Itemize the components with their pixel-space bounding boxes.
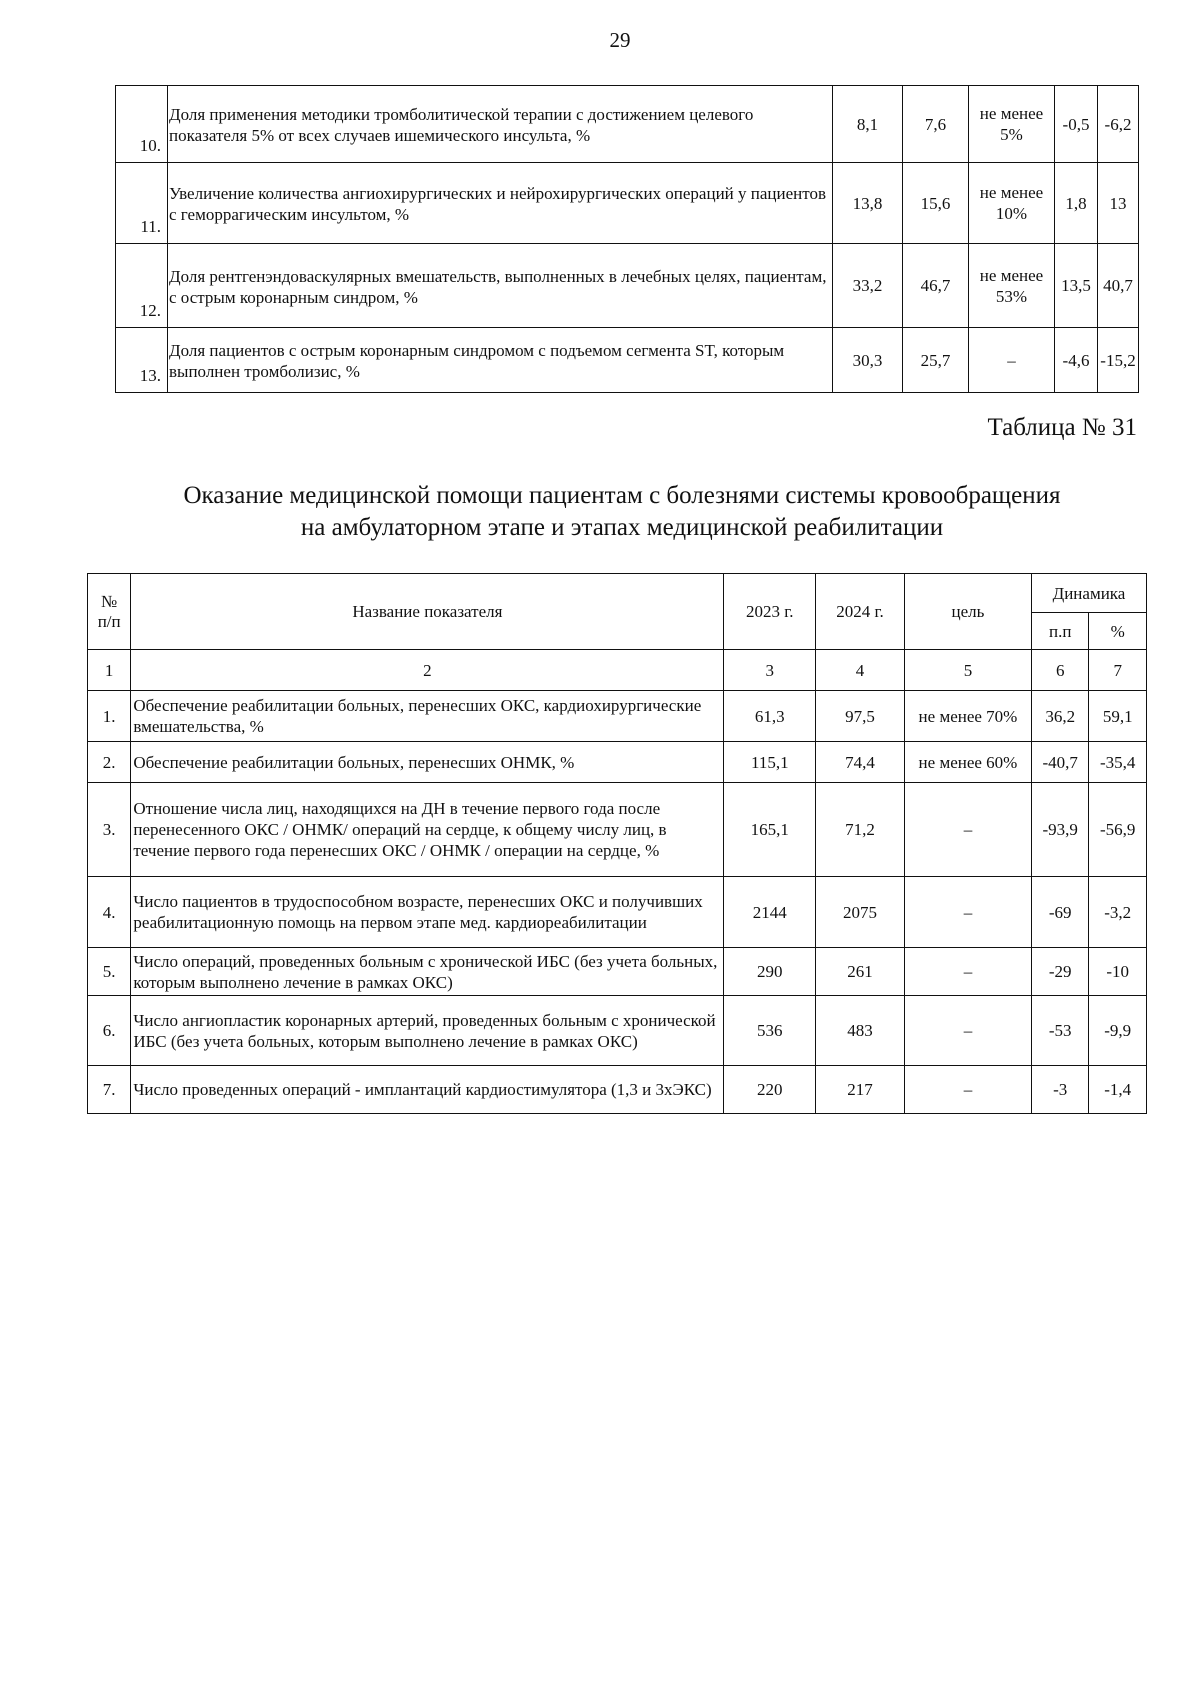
- col-number: 2: [131, 650, 724, 691]
- target-goal: не менее 10%: [969, 163, 1055, 244]
- row-number: 11.: [116, 163, 168, 244]
- target-goal: –: [904, 783, 1031, 877]
- indicator-name: Число пациентов в трудоспособном возрасте, перенесших ОКС и получивших реабилитационную помощь на первом этапе мед. кардиореабилитации: [131, 877, 724, 948]
- header-2023: 2023 г.: [724, 574, 816, 650]
- col-number: 3: [724, 650, 816, 691]
- indicator-name: Число операций, проведенных больным с хронической ИБС (без учета больных, которым выполнено лечение в рамках ОКС): [131, 948, 724, 996]
- target-goal: –: [969, 328, 1055, 393]
- row-number: 6.: [88, 996, 131, 1066]
- dynamics-percent: 13: [1098, 163, 1139, 244]
- value-2024: 483: [816, 996, 905, 1066]
- col-number: 1: [88, 650, 131, 691]
- target-goal: не менее 70%: [904, 691, 1031, 742]
- target-goal: –: [904, 948, 1031, 996]
- value-2024: 15,6: [903, 163, 969, 244]
- table-row: [88, 1066, 1147, 1114]
- indicator-name: Число ангиопластик коронарных артерий, проведенных больным с хронической ИБС (без учета больных, которым выполнено лечение в рамках ОКС): [131, 996, 724, 1066]
- indicator-name: Доля рентгенэндоваскулярных вмешательств, выполненных в лечебных целях, пациентам, с острым коронарным синдром, %: [168, 244, 833, 328]
- value-2024: 2075: [816, 877, 905, 948]
- dynamics-percent: -3,2: [1089, 877, 1147, 948]
- row-number: 3.: [88, 783, 131, 877]
- indicator-name: Увеличение количества ангиохирургических и нейрохирургических операций у пациентов с геморрагическим инсультом, %: [168, 163, 833, 244]
- table-row: [116, 244, 1139, 328]
- value-2024: 46,7: [903, 244, 969, 328]
- value-2024: 71,2: [816, 783, 905, 877]
- indicator-name: Обеспечение реабилитации больных, перенесших ОНМК, %: [131, 742, 724, 783]
- dynamics-percent: -56,9: [1089, 783, 1147, 877]
- dynamics-pp: -4,6: [1055, 328, 1098, 393]
- dynamics-pp: -29: [1031, 948, 1088, 996]
- row-number: 12.: [116, 244, 168, 328]
- dynamics-pp: -40,7: [1031, 742, 1088, 783]
- dynamics-pp: -93,9: [1031, 783, 1088, 877]
- value-2023: 8,1: [833, 86, 903, 163]
- table-title-line-1: Оказание медицинской помощи пациентам с болезнями системы кровообращения: [183, 482, 1061, 509]
- header-2024: 2024 г.: [816, 574, 905, 650]
- indicator-name: Доля применения методики тромболитической терапии с достижением целевого показателя 5% от всех случаев ишемического инсульта, %: [168, 86, 833, 163]
- dynamics-percent: -10: [1089, 948, 1147, 996]
- value-2024: 217: [816, 1066, 905, 1114]
- target-goal: не менее 5%: [969, 86, 1055, 163]
- target-goal: не менее 60%: [904, 742, 1031, 783]
- dynamics-pp: -3: [1031, 1066, 1088, 1114]
- header-name: Название показателя: [131, 574, 724, 650]
- header-pp: п.п: [1031, 613, 1088, 650]
- row-number: 13.: [116, 328, 168, 393]
- value-2024: 97,5: [816, 691, 905, 742]
- value-2024: 261: [816, 948, 905, 996]
- table-row: [88, 948, 1147, 996]
- row-number: 1.: [88, 691, 131, 742]
- value-2023: 165,1: [724, 783, 816, 877]
- column-numbers-row: [88, 650, 1147, 691]
- dynamics-pp: 1,8: [1055, 163, 1098, 244]
- table-title-line-2: на амбулаторном этапе и этапах медицинской реабилитации: [300, 514, 944, 541]
- table-row: [88, 783, 1147, 877]
- value-2023: 30,3: [833, 328, 903, 393]
- dynamics-percent: -6,2: [1098, 86, 1139, 163]
- table-row: [88, 691, 1147, 742]
- value-2023: 536: [724, 996, 816, 1066]
- dynamics-percent: 40,7: [1098, 244, 1139, 328]
- table-title: [100, 480, 1144, 544]
- dynamics-percent: -1,4: [1089, 1066, 1147, 1114]
- table-row: [88, 742, 1147, 783]
- value-2023: 33,2: [833, 244, 903, 328]
- header-dynamics: Динамика: [1031, 574, 1146, 613]
- dynamics-pp: -69: [1031, 877, 1088, 948]
- dynamics-pp: 13,5: [1055, 244, 1098, 328]
- value-2023: 290: [724, 948, 816, 996]
- header-goal: цель: [904, 574, 1031, 650]
- indicator-name: Доля пациентов с острым коронарным синдромом с подъемом сегмента ST, которым выполнен тромболизис, %: [168, 328, 833, 393]
- table-31: [87, 573, 1147, 1114]
- value-2023: 2144: [724, 877, 816, 948]
- col-number: 6: [1031, 650, 1088, 691]
- table-row: [88, 877, 1147, 948]
- dynamics-percent: -35,4: [1089, 742, 1147, 783]
- col-number: 7: [1089, 650, 1147, 691]
- target-goal: –: [904, 877, 1031, 948]
- value-2024: 74,4: [816, 742, 905, 783]
- row-number: 2.: [88, 742, 131, 783]
- table-caption: Таблица № 31: [987, 414, 1137, 441]
- page-number: 29: [609, 28, 631, 52]
- dynamics-pp: -0,5: [1055, 86, 1098, 163]
- target-goal: не менее 53%: [969, 244, 1055, 328]
- col-number: 4: [816, 650, 905, 691]
- table-row: [88, 996, 1147, 1066]
- indicator-name: Обеспечение реабилитации больных, перенесших ОКС, кардиохирургические вмешательства, %: [131, 691, 724, 742]
- row-number: 10.: [116, 86, 168, 163]
- value-2023: 61,3: [724, 691, 816, 742]
- target-goal: –: [904, 1066, 1031, 1114]
- value-2023: 115,1: [724, 742, 816, 783]
- dynamics-percent: 59,1: [1089, 691, 1147, 742]
- indicator-name: Отношение числа лиц, находящихся на ДН в течение первого года после перенесенного ОКС / ОНМК/ операций на сердце, к общему числу лиц, в течение первого года перенесших ОКС / ОНМК / операции на сердце, %: [131, 783, 724, 877]
- row-number: 7.: [88, 1066, 131, 1114]
- value-2023: 220: [724, 1066, 816, 1114]
- row-number: 5.: [88, 948, 131, 996]
- table-row: [116, 163, 1139, 244]
- indicators-table-continued: [115, 85, 1139, 393]
- value-2024: 25,7: [903, 328, 969, 393]
- target-goal: –: [904, 996, 1031, 1066]
- row-number: 4.: [88, 877, 131, 948]
- header-num-label: № п/п: [97, 591, 121, 631]
- dynamics-pp: -53: [1031, 996, 1088, 1066]
- value-2024: 7,6: [903, 86, 969, 163]
- col-number: 5: [904, 650, 1031, 691]
- value-2023: 13,8: [833, 163, 903, 244]
- table-row: [116, 328, 1139, 393]
- table-row: [116, 86, 1139, 163]
- dynamics-percent: -15,2: [1098, 328, 1139, 393]
- header-pct: %: [1089, 613, 1147, 650]
- header-num: [88, 574, 131, 650]
- dynamics-percent: -9,9: [1089, 996, 1147, 1066]
- indicator-name: Число проведенных операций - имплантаций кардиостимулятора (1,3 и 3хЭКС): [131, 1066, 724, 1114]
- dynamics-pp: 36,2: [1031, 691, 1088, 742]
